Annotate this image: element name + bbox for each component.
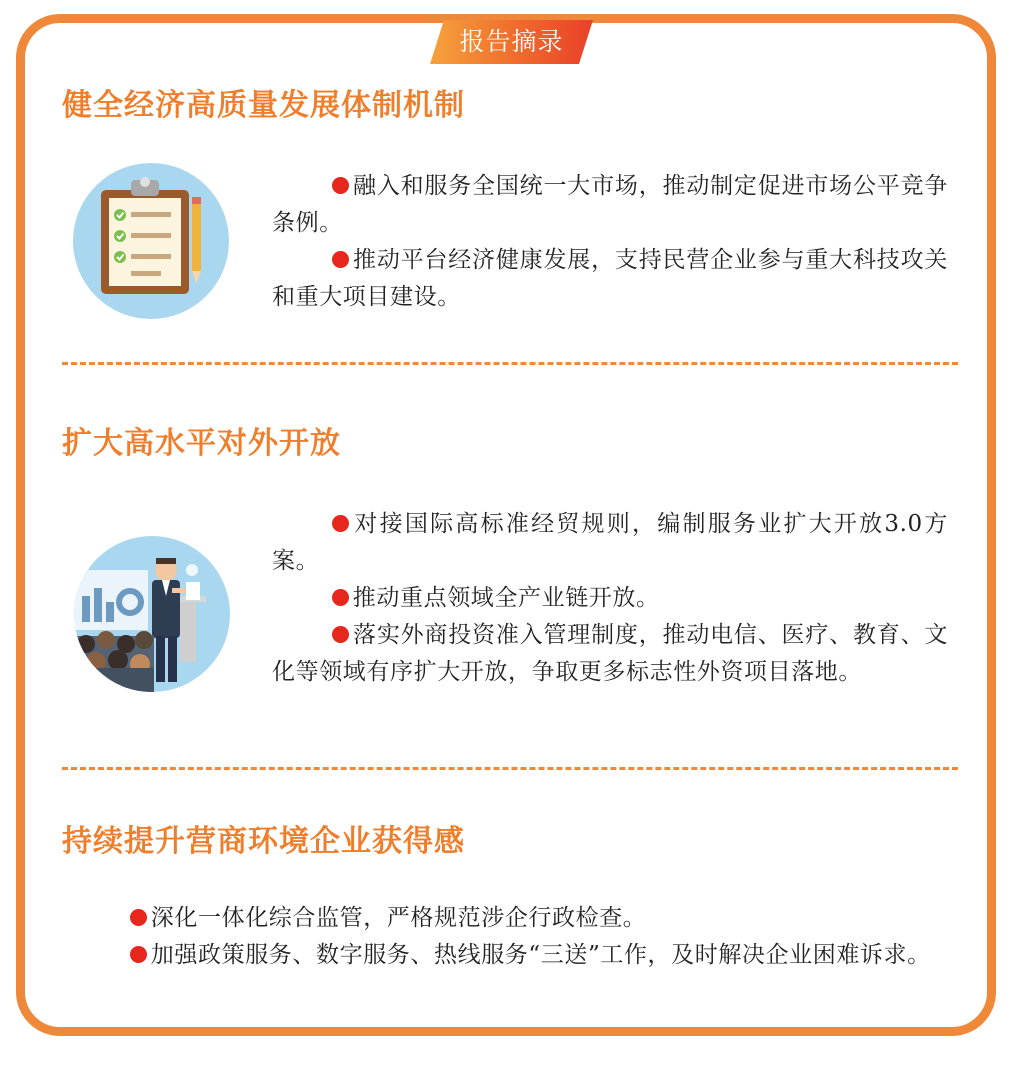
red-dot-icon <box>332 626 349 643</box>
section-heading-1: 健全经济高质量发展体制机制 <box>62 88 465 123</box>
bullet-item: 融入和服务全国统一大市场，推动制定促进市场公平竞争条例。 <box>272 173 948 236</box>
bullet-item: 对接国际高标准经贸规则，编制服务业扩大开放3.0方案。 <box>272 511 948 574</box>
report-excerpt-badge <box>430 20 593 64</box>
red-dot-icon <box>130 909 147 926</box>
section-heading-2: 扩大高水平对外开放 <box>62 426 341 461</box>
section-divider <box>62 767 958 770</box>
bullet-item: 推动重点领域全产业链开放。 <box>272 580 948 617</box>
bullet-item: 深化一体化综合监管，严格规范涉企行政检查。 <box>70 900 948 937</box>
section-1-bullets <box>272 168 948 316</box>
red-dot-icon <box>130 946 147 963</box>
red-dot-icon <box>332 251 349 268</box>
section-divider <box>62 362 958 365</box>
badge-label: 报告摘录 <box>459 27 564 56</box>
red-dot-icon <box>332 515 349 532</box>
bullet-item: 推动平台经济健康发展，支持民营企业参与重大科技攻关和重大项目建设。 <box>272 247 948 310</box>
presenter-audience-illustration <box>74 536 230 692</box>
section-2-bullets <box>272 506 948 691</box>
section-3-bullets <box>70 900 948 974</box>
clipboard-checklist-illustration <box>73 163 229 319</box>
bullet-item: 加强政策服务、数字服务、热线服务“三送”工作，及时解决企业困难诉求。 <box>70 937 948 974</box>
red-dot-icon <box>332 589 349 606</box>
section-heading-3: 持续提升营商环境企业获得感 <box>62 824 465 859</box>
bullet-item: 落实外商投资准入管理制度，推动电信、医疗、教育、文化等领域有序扩大开放，争取更多标志性外资项目落地。 <box>272 622 948 685</box>
red-dot-icon <box>332 177 349 194</box>
